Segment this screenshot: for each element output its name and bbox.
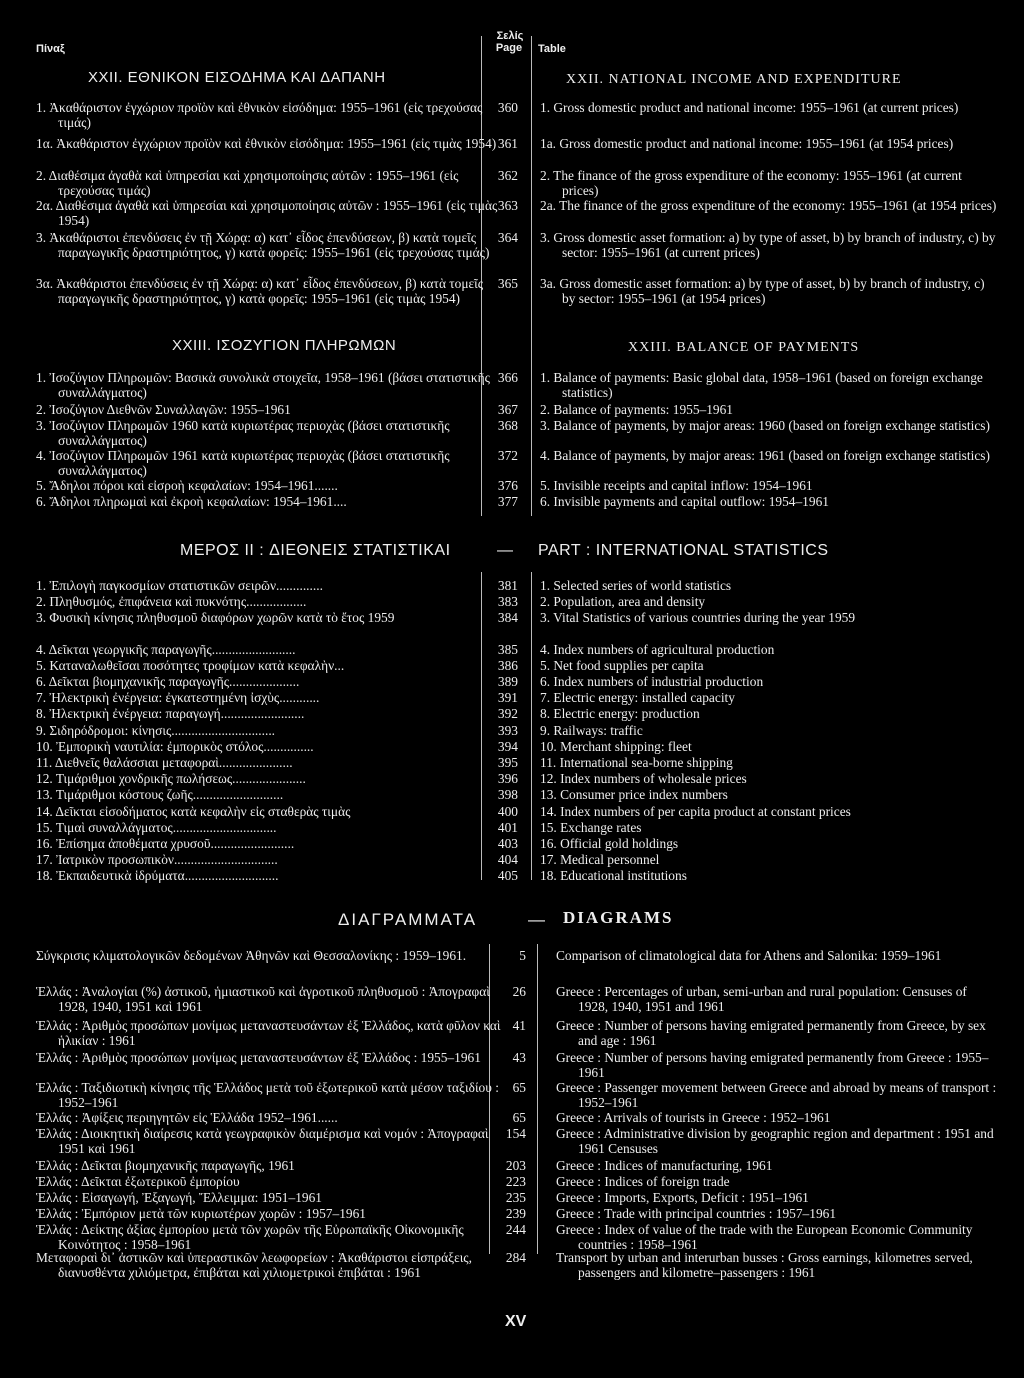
entry-title-gr: Ἑλλάς : Δεῖκται ἐξωτερικοῦ ἐμπορίου [36, 1174, 240, 1189]
entry-page-number: 366 [497, 370, 518, 385]
entry-title-gr: 10. Ἐμπορικὴ ναυτιλία: ἐμπορικὸς στόλος............... [36, 739, 314, 754]
entry-title-gr: Μεταφοραὶ δι᾽ ἀστικῶν καὶ ὑπεραστικῶν λεωφορείων : Ἀκαθάριστοι εἰσπράξεις, διανυσθέντα χιλιόμετρα, ἐπιβάται καὶ χιλιομετρικοὶ ἐπιβάται : 1961 [36, 1250, 472, 1280]
entry-page-number: 26 [512, 984, 526, 999]
entry-title-gr: 3α. Ἀκαθάριστοι ἐπενδύσεις ἐν τῇ Χώρᾳ: α) κατ᾽ εἶδος ἐπενδύσεων, β) κατὰ τομεῖς παραγωγικῆς δραστηριότητος, γ) κατὰ φορεῖς: 1955–1961 (εἰς τιμὰς 1954) [36, 276, 484, 306]
entry-page-number: 363 [497, 198, 518, 213]
entry-page-number: 239 [505, 1206, 526, 1221]
entry-title-gr: Σύγκρισις κλιματολογικῶν δεδομένων Ἀθηνῶν καὶ Θεσσαλονίκης : 1959–1961. [36, 948, 467, 963]
entry-page-number: 203 [505, 1158, 526, 1173]
section-xxiii-title-gr: XXIII. ΙΣΟΖΥΓΙΟΝ ΠΛΗΡΩΜΩΝ [172, 337, 397, 354]
entry-title-gr: Ἑλλάς : Εἰσαγωγή, Ἐξαγωγή, Ἔλλειμμα: 1951–1961 [36, 1190, 322, 1205]
entry-title-en: 18. Educational institutions [540, 868, 687, 883]
divider-right-top [531, 36, 532, 516]
entry-title-gr: 4. Ἰσοζύγιον Πληρωμῶν 1961 κατὰ κυριωτέρας περιοχὰς (βάσει στατιστικῆς συναλλάγματος) [36, 448, 450, 478]
entry-title-en: 15. Exchange rates [540, 820, 642, 835]
entry-title-gr: 2. Πληθυσμός, ἐπιφάνεια καὶ πυκνότης.................. [36, 594, 307, 609]
entry-title-en: Greece : Indices of foreign trade [556, 1174, 730, 1189]
entry-title-en: 3. Vital Statistics of various countries during the year 1959 [540, 610, 856, 625]
entry-title-en: 12. Index numbers of wholesale prices [540, 771, 747, 786]
page-label-en: Page [495, 42, 523, 54]
entry-page-number: 223 [505, 1174, 526, 1189]
entry-title-en: Greece : Passenger movement between Greece and abroad by means of transport : 1952–1961 [556, 1080, 997, 1110]
entry-title-en: 6. Invisible payments and capital outflow: 1954–1961 [540, 494, 829, 509]
entry-title-gr: 17. Ἰατρικὸν προσωπικὸν............................... [36, 852, 278, 867]
entry-title-gr: 6. Ἄδηλοι πληρωμαὶ καὶ ἐκροὴ κεφαλαίων: 1954–1961.... [36, 494, 347, 509]
entry-title-en: Greece : Trade with principal countries : 1957–1961 [556, 1206, 837, 1221]
entry-page-number: 360 [497, 100, 518, 115]
entry-title-gr: 2α. Διαθέσιμα ἀγαθὰ καὶ ὑπηρεσίαι καὶ χρησιμοποίησις αὐτῶν : 1955–1961 (εἰς τιμὰς 1954) [36, 198, 498, 228]
entry-title-en: 2. Population, area and density [540, 594, 706, 609]
entry-page-number: 405 [497, 868, 518, 883]
entry-title-en: 2a. The finance of the gross expenditure of the economy: 1955–1961 (at 1954 prices) [540, 198, 997, 213]
entry-title-gr: 1. Ἐπιλογὴ παγκοσμίων στατιστικῶν σειρῶν.............. [36, 578, 323, 593]
entry-title-gr: 2. Διαθέσιμα ἀγαθὰ καὶ ὑπηρεσίαι καὶ χρησιμοποίησις αὐτῶν : 1955–1961 (εἰς τρεχούσας τιμάς) [36, 168, 459, 198]
entry-page-number: 381 [497, 578, 518, 593]
entry-title-en: 4. Balance of payments, by major areas: 1961 (based on foreign exchange statistics) [540, 448, 990, 463]
entry-title-en: 1. Selected series of world statistics [540, 578, 732, 593]
diagrams-title-gr: ΔΙΑΓΡΑΜΜΑΤΑ [338, 910, 478, 929]
entry-title-gr: Ἑλλάς : Ταξιδιωτικὴ κίνησις τῆς Ἑλλάδος μετὰ τοῦ ἐξωτερικοῦ κατὰ μέσον ταξιδίου : 1952–1961 [36, 1080, 499, 1110]
entry-page-number: 376 [497, 478, 518, 493]
entry-title-gr: 7. Ἠλεκτρικὴ ἐνέργεια: ἐγκατεστημένη ἰσχὺς............ [36, 690, 320, 705]
entry-page-number: 65 [512, 1080, 526, 1095]
section-xxii-title-en: XXII. NATIONAL INCOME AND EXPENDITURE [566, 72, 902, 87]
part-ii-title-en: PART : INTERNATIONAL STATISTICS [538, 542, 829, 559]
entry-page-number: 393 [497, 723, 518, 738]
part-ii-dash: — [497, 542, 514, 559]
entry-page-number: 367 [497, 402, 518, 417]
entry-page-number: 364 [497, 230, 518, 245]
entry-title-gr: Ἑλλάς : Δεῖκται βιομηχανικῆς παραγωγῆς, 1961 [36, 1158, 295, 1173]
entry-page-number: 5 [519, 948, 526, 963]
diagrams-title-en: DIAGRAMS [563, 908, 674, 927]
entry-title-gr: Ἑλλάς : Διοικητικὴ διαίρεσις κατὰ γεωγραφικὸν διαμέρισμα καὶ νομόν : Ἀπογραφαὶ 1951 καὶ 1961 [36, 1126, 489, 1156]
entry-title-en: 8. Electric energy: production [540, 706, 700, 721]
divider-right-mid [531, 572, 532, 880]
entry-title-en: Greece : Percentages of urban, semi-urban and rural population: Censuses of 1928, 1940, 1951 and 1961 [556, 984, 967, 1014]
entry-title-gr: Ἑλλάς : Ἀριθμὸς προσώπων μονίμως μεταναστευσάντων ἐξ Ἑλλάδος : 1955–1961 [36, 1050, 481, 1065]
table-label-en: Table [538, 43, 566, 55]
entry-page-number: 235 [505, 1190, 526, 1205]
entry-title-en: 9. Railways: traffic [540, 723, 643, 738]
entry-title-gr: 1α. Ἀκαθάριστον ἐγχώριον προϊὸν καὶ ἐθνικὸν εἰσόδημα: 1955–1961 (εἰς τιμὰς 1954) [36, 136, 497, 151]
entry-title-en: Transport by urban and interurban busses : Gross earnings, kilometres served, passengers and kilometre–passengers : 1961 [556, 1250, 973, 1280]
entry-title-gr: 11. Διεθνεῖς θαλάσσιαι μεταφοραὶ...................... [36, 755, 293, 770]
entry-page-number: 377 [497, 494, 518, 509]
entry-title-gr: Ἑλλάς : Ἀφίξεις περιηγητῶν εἰς Ἑλλάδα 1952–1961...... [36, 1110, 338, 1125]
entry-page-number: 392 [497, 706, 518, 721]
entry-title-en: 13. Consumer price index numbers [540, 787, 728, 802]
entry-title-en: Greece : Number of persons having emigrated permanently from Greece, by sex and age : 1961 [556, 1018, 986, 1048]
entry-title-gr: 5. Ἄδηλοι πόροι καὶ εἰσροὴ κεφαλαίων: 1954–1961....... [36, 478, 338, 493]
part-ii-title-gr: ΜΕΡΟΣ II : ΔΙΕΘΝΕΙΣ ΣΤΑΤΙΣΤΙΚΑΙ [180, 542, 451, 559]
entry-title-en: 6. Index numbers of industrial production [540, 674, 764, 689]
page-label-gr: Σελίς [496, 30, 524, 42]
entry-page-number: 391 [497, 690, 518, 705]
entry-page-number: 404 [497, 852, 518, 867]
entry-title-gr: Ἑλλάς : Ἀναλογίαι (%) ἀστικοῦ, ἡμιαστικοῦ καὶ ἀγροτικοῦ πληθυσμοῦ : Ἀπογραφαὶ 1928, 1940, 1951 καὶ 1961 [36, 984, 490, 1014]
entry-page-number: 362 [497, 168, 518, 183]
entry-title-en: Greece : Indices of manufacturing, 1961 [556, 1158, 773, 1173]
entry-page-number: 154 [505, 1126, 526, 1141]
entry-title-en: 1. Gross domestic product and national income: 1955–1961 (at current prices) [540, 100, 959, 115]
entry-page-number: 401 [497, 820, 518, 835]
entry-page-number: 365 [497, 276, 518, 291]
entry-title-en: Greece : Administrative division by geographic region and department : 1951 and 1961 Censuses [556, 1126, 994, 1156]
entry-title-en: Comparison of climatological data for Athens and Salonika: 1959–1961 [556, 948, 942, 963]
entry-title-en: Greece : Number of persons having emigrated permanently from Greece : 1955–1961 [556, 1050, 989, 1080]
entry-page-number: 385 [497, 642, 518, 657]
entry-title-gr: 5. Καταναλωθεῖσαι ποσότητες τροφίμων κατὰ κεφαλὴν... [36, 658, 345, 673]
entry-title-gr: 15. Τιμαὶ συναλλάγματος............................... [36, 820, 277, 835]
entry-page-number: 403 [497, 836, 518, 851]
entry-title-en: 1. Balance of payments: Basic global data, 1958–1961 (based on foreign exchange statistics) [540, 370, 983, 400]
entry-page-number: 395 [497, 755, 518, 770]
entry-title-gr: 6. Δεῖκται βιομηχανικῆς παραγωγῆς..................... [36, 674, 300, 689]
entry-page-number: 400 [497, 804, 518, 819]
entry-page-number: 368 [497, 418, 518, 433]
entry-page-number: 43 [512, 1050, 526, 1065]
entry-title-en: 16. Official gold holdings [540, 836, 679, 851]
entry-title-en: 11. International sea-borne shipping [540, 755, 733, 770]
entry-title-gr: 1. Ἀκαθάριστον ἐγχώριον προϊὸν καὶ ἐθνικὸν εἰσόδημα: 1955–1961 (εἰς τρεχούσας τιμάς) [36, 100, 483, 130]
entry-title-en: Greece : Imports, Exports, Deficit : 1951–1961 [556, 1190, 809, 1205]
entry-title-en: 14. Index numbers of per capita product at constant prices [540, 804, 851, 819]
entry-title-en: Greece : Index of value of the trade with the European Economic Community countries : 1958–1961 [556, 1222, 973, 1252]
entry-page-number: 396 [497, 771, 518, 786]
entry-page-number: 65 [512, 1110, 526, 1125]
table-label-gr: Πίναξ [36, 43, 65, 55]
entry-title-en: Greece : Arrivals of tourists in Greece : 1952–1961 [556, 1110, 831, 1125]
entry-title-gr: 4. Δεῖκται γεωργικῆς παραγωγῆς......................... [36, 642, 296, 657]
entry-page-number: 41 [512, 1018, 526, 1033]
entry-title-gr: 9. Σιδηρόδρομοι: κίνησις............................... [36, 723, 276, 738]
entry-title-gr: Ἑλλάς : Ἐμπόριον μετὰ τῶν κυριωτέρων χωρῶν : 1957–1961 [36, 1206, 366, 1221]
entry-page-number: 361 [497, 136, 518, 151]
entry-title-gr: 14. Δεῖκται εἰσοδήματος κατὰ κεφαλὴν εἰς σταθερὰς τιμὰς [36, 804, 351, 819]
entry-page-number: 398 [497, 787, 518, 802]
entry-title-gr: 3. Ἰσοζύγιον Πληρωμῶν 1960 κατὰ κυριωτέρας περιοχὰς (βάσει στατιστικῆς συναλλάγματος) [36, 418, 450, 448]
entry-title-en: 3a. Gross domestic asset formation: a) by type of asset, b) by branch of industry, c) by sector: 1955–1961 (at 1954 prices) [540, 276, 985, 306]
entry-page-number: 244 [505, 1222, 526, 1237]
entry-title-en: 5. Invisible receipts and capital inflow: 1954–1961 [540, 478, 813, 493]
entry-title-gr: 2. Ἰσοζύγιον Διεθνῶν Συναλλαγῶν: 1955–1961 [36, 402, 291, 417]
entry-page-number: 372 [497, 448, 518, 463]
entry-title-en: 2. The finance of the gross expenditure of the economy: 1955–1961 (at current prices) [540, 168, 962, 198]
section-xxiii-title-en: XXIII. BALANCE OF PAYMENTS [628, 340, 860, 355]
entry-title-en: 10. Merchant shipping: fleet [540, 739, 692, 754]
entry-title-gr: 12. Τιμάριθμοι χονδρικῆς πωλήσεως...................... [36, 771, 306, 786]
entry-title-gr: 3. Ἀκαθάριστοι ἐπενδύσεις ἐν τῇ Χώρᾳ: α) κατ᾽ εἶδος ἐπενδύσεων, β) κατὰ τομεῖς παραγωγικῆς δραστηριότητος, γ) κατὰ φορεῖς: 1955–1961 (εἰς τρεχούσας τιμάς) [36, 230, 490, 260]
entry-title-gr: Ἑλλάς : Ἀριθμὸς προσώπων μονίμως μεταναστευσάντων ἐξ Ἑλλάδος, κατὰ φῦλον καὶ ἡλικίαν : 1961 [36, 1018, 501, 1048]
diagrams-dash: — [528, 910, 546, 929]
entry-title-gr: 8. Ἠλεκτρικὴ ἐνέργεια: παραγωγή......................... [36, 706, 305, 721]
entry-page-number: 389 [497, 674, 518, 689]
entry-title-en: 7. Electric energy: installed capacity [540, 690, 735, 705]
entry-page-number: 384 [497, 610, 518, 625]
entry-title-gr: 16. Ἐπίσημα ἀποθέματα χρυσοῦ......................... [36, 836, 295, 851]
entry-page-number: 284 [505, 1250, 526, 1265]
entry-page-number: 394 [497, 739, 518, 754]
entry-page-number: 383 [497, 594, 518, 609]
footer-page-number: XV [505, 1313, 527, 1330]
entry-title-en: 5. Net food supplies per capita [540, 658, 704, 673]
entry-title-en: 17. Medical personnel [540, 852, 660, 867]
entry-title-en: 3. Gross domestic asset formation: a) by type of asset, b) by branch of industry, c) by sector: 1955–1961 (at current prices) [540, 230, 996, 260]
entry-title-en: 2. Balance of payments: 1955–1961 [540, 402, 734, 417]
entry-title-gr: Ἑλλάς : Δείκτης ἀξίας ἐμπορίου μετὰ τῶν χωρῶν τῆς Εὐρωπαϊκῆς Οἰκονομικῆς Κοινότητος : 1958–1961 [36, 1222, 464, 1252]
entry-title-en: 3. Balance of payments, by major areas: 1960 (based on foreign exchange statistics) [540, 418, 990, 433]
entry-title-gr: 18. Ἐκπαιδευτικὰ ἱδρύματα............................ [36, 868, 279, 883]
entry-page-number: 386 [497, 658, 518, 673]
entry-title-gr: 3. Φυσικὴ κίνησις πληθυσμοῦ διαφόρων χωρῶν κατὰ τὸ ἔτος 1959 [36, 610, 395, 625]
entry-title-gr: 13. Τιμάριθμοι κόστους ζωῆς........................... [36, 787, 284, 802]
divider-right-bottom [537, 944, 538, 1254]
entry-title-en: 1a. Gross domestic product and national income: 1955–1961 (at 1954 prices) [540, 136, 954, 151]
entry-title-en: 4. Index numbers of agricultural production [540, 642, 775, 657]
entry-title-gr: 1. Ἰσοζύγιον Πληρωμῶν: Βασικὰ συνολικὰ στοιχεῖα, 1958–1961 (βάσει στατιστικῆς συναλλάγματος) [36, 370, 490, 400]
section-xxii-title-gr: XXII. ΕΘΝΙΚΟΝ ΕΙΣΟΔΗΜΑ ΚΑΙ ΔΑΠΑΝΗ [88, 69, 386, 86]
